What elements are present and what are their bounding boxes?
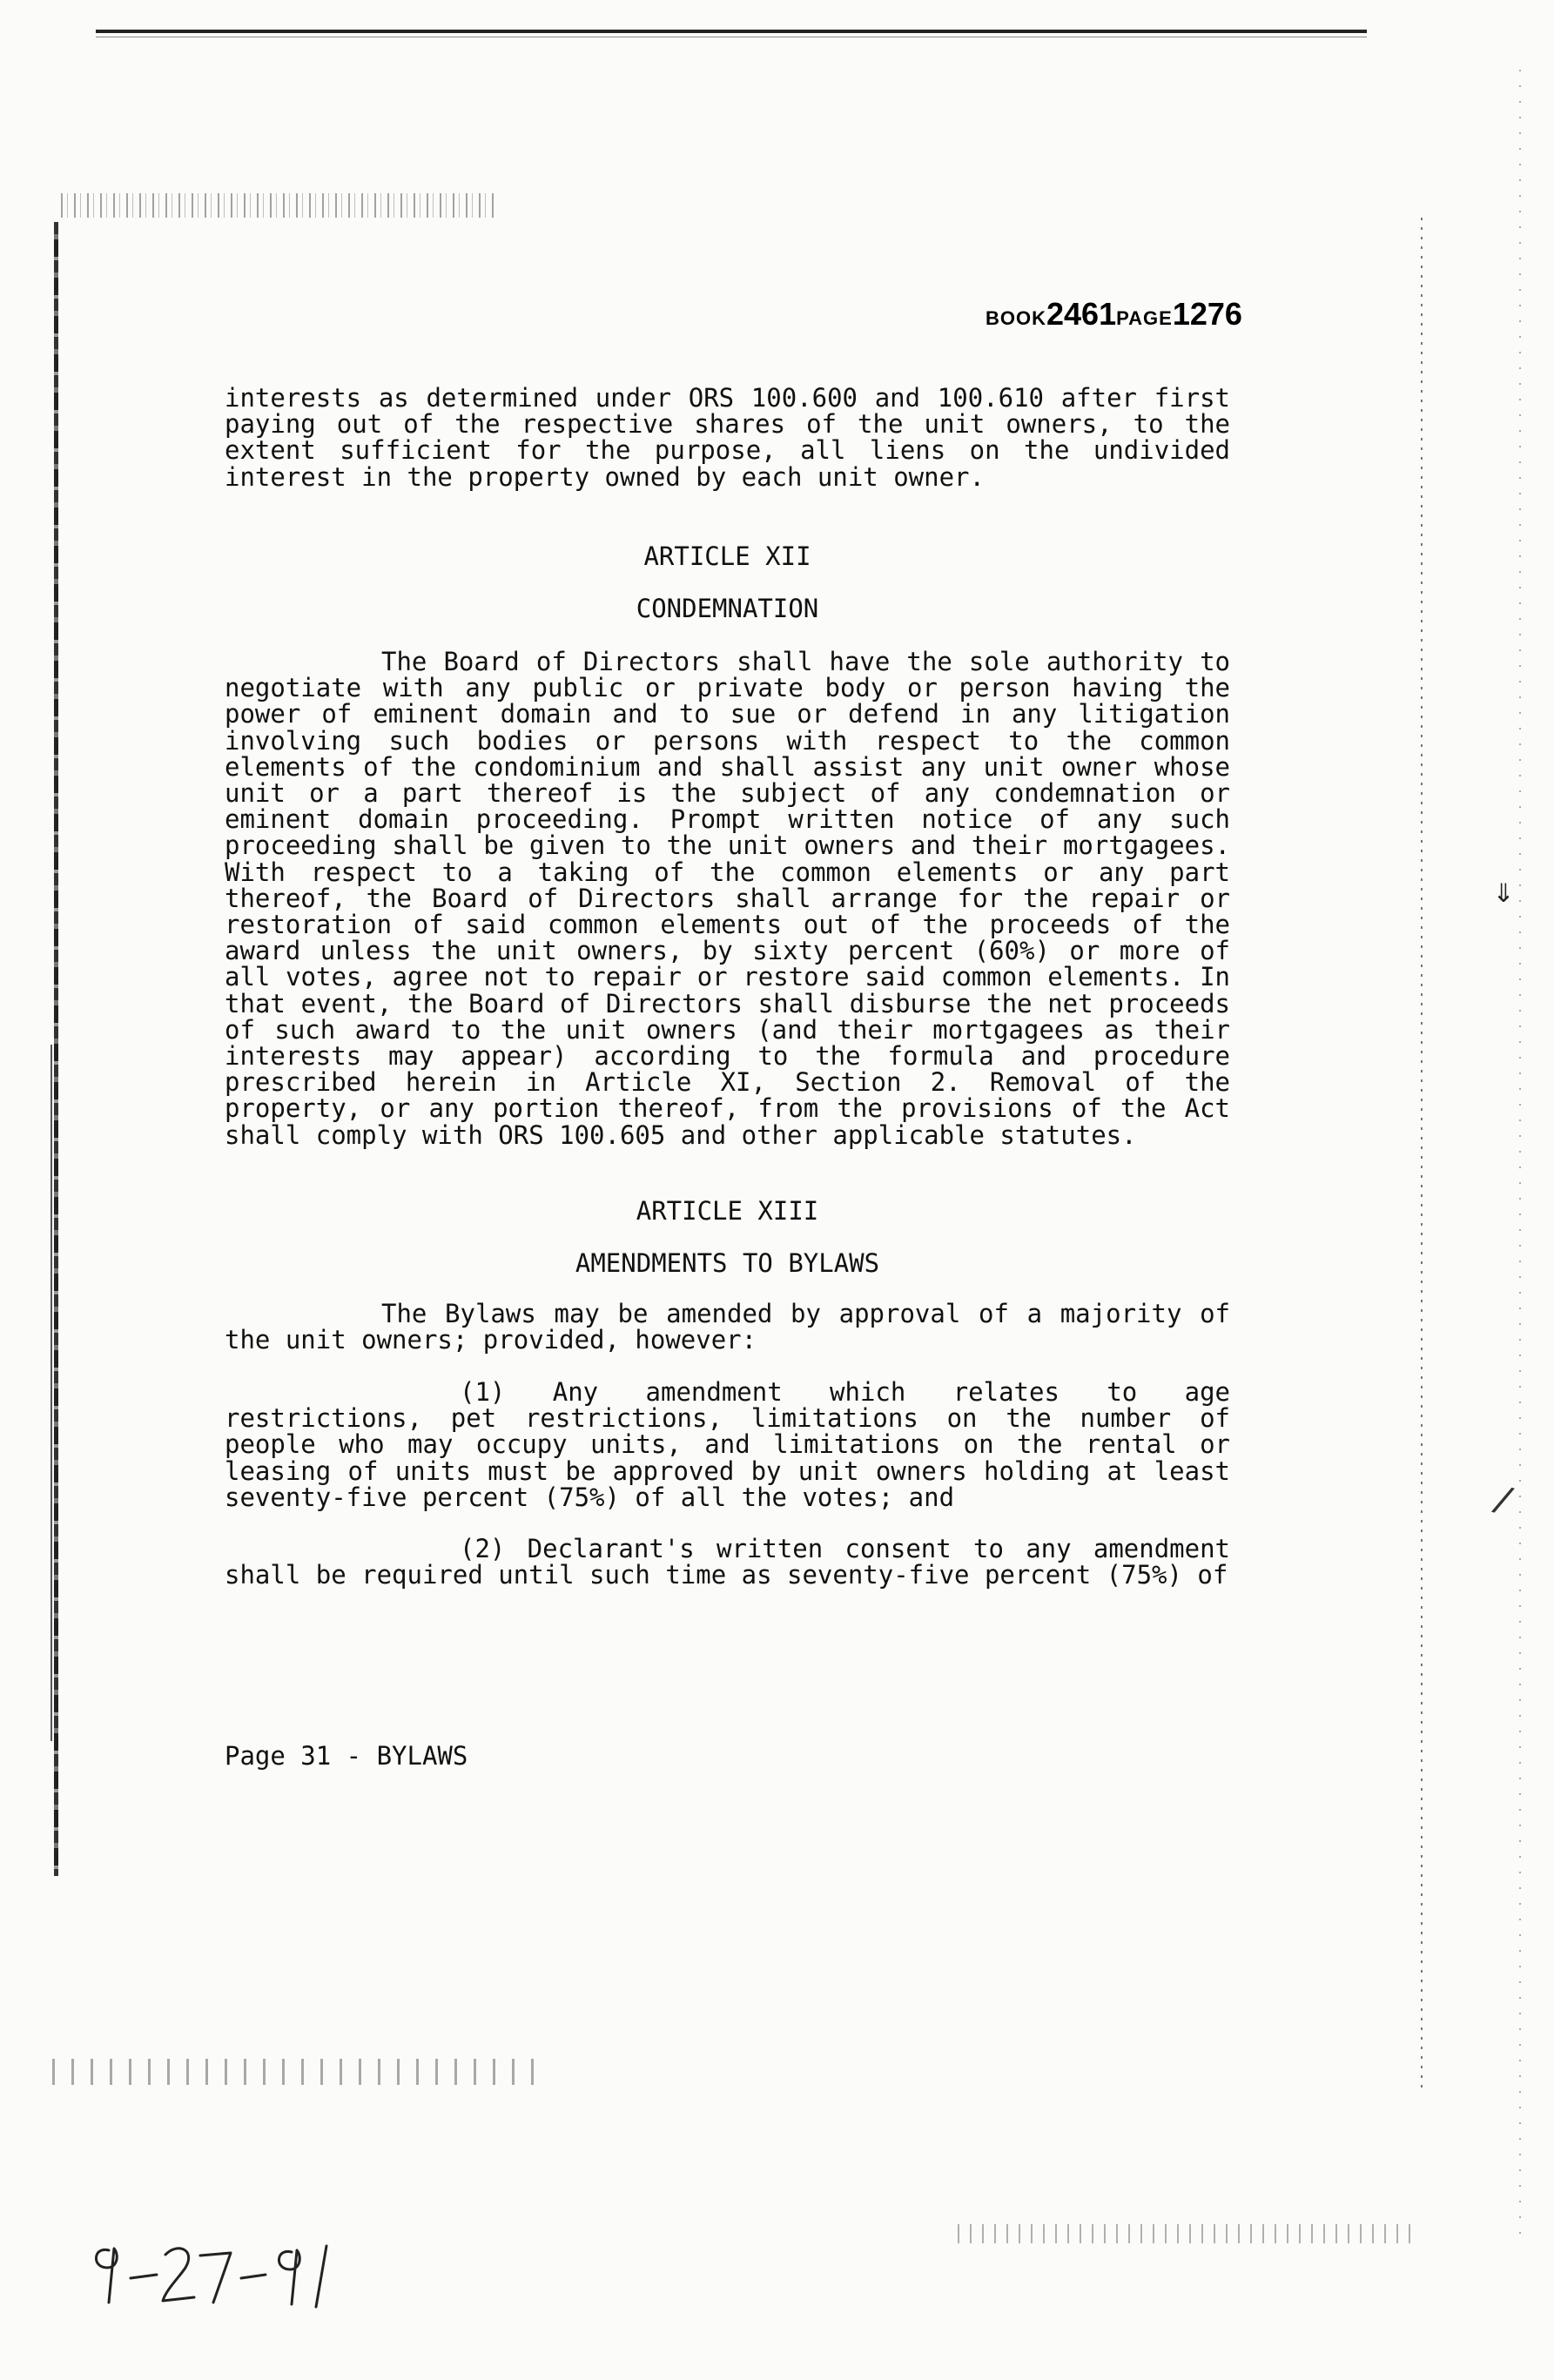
page-footer: Page 31 - BYLAWS	[225, 1741, 468, 1771]
article-12-heading: ARTICLE XII	[643, 541, 811, 571]
book-label: BOOK	[986, 307, 1046, 329]
scan-margin-mark: ⇓	[1493, 871, 1515, 911]
scan-binding-edge	[54, 222, 58, 1876]
article-13-title: AMENDMENTS TO BYLAWS	[575, 1248, 880, 1278]
scan-binding-edge-inner	[50, 1045, 52, 1741]
article-12-title: CONDEMNATION	[636, 594, 819, 623]
amendment-item-1: (1) Any amendment which relates to age restrictions, pet restrictions, limitations on the number of people who may occupy units, and limitations on the rental or leasing of units must be approved by unit owners holding at least seventy-five percent (75%) of all the votes; and	[225, 1377, 1230, 1512]
amendment-item-2: (2) Declarant's written consent to any amendment shall be required until such time as seventy-five percent (75%) of	[225, 1534, 1230, 1590]
scan-noise-top	[61, 193, 496, 218]
article-13-heading: ARTICLE XIII	[636, 1196, 819, 1226]
scan-top-rule	[96, 30, 1367, 33]
scan-far-right-edge	[1519, 70, 1521, 2246]
handwritten-date	[83, 2224, 370, 2320]
article-12-body: The Board of Directors shall have the sole authority to negotiate with any public or private body or person having the power of eminent domain and to sue or defend in any litigation involving such bodies or persons with respect to the common elements of the condominium and shall assist any unit owner whose unit or a part thereof is the subject of any condemnation or eminent domain proceeding. Prompt written notice of any such proceeding shall be given to the unit owners and their mortgagees. With respect to a taking of the common elements or any part thereof, the Board of Directors shall arrange for the repair or restoration of said common elements out of the proceeds of the award unless the unit owners, by sixty percent (60%) or more of all votes, agree not to repair or restore said common elements. In that event, the Board of Directors shall disburse the net proceeds of such award to the unit owners (and their mortgagees as their interests may appear) according to the formula and procedure prescribed herein in Article XI, Section 2. Removal of the property, or any portion thereof, from the provisions of the Act shall comply with ORS 100.605 and other applicable statutes.	[225, 647, 1230, 1150]
recording-stamp	[986, 296, 1242, 333]
scan-margin-slash: /	[1488, 1477, 1519, 1523]
page-label: PAGE	[1116, 307, 1173, 329]
continuation-paragraph: interests as determined under ORS 100.600 and 100.610 after first paying out of the respective shares of the unit owners, to the extent sufficient for the purpose, all liens on the undivided interest in the property owned by each unit owner.	[225, 383, 1230, 492]
scan-noise-bottom-right	[958, 2224, 1410, 2243]
scan-right-dotted-edge	[1421, 218, 1423, 2089]
page-number: 1276	[1172, 296, 1242, 332]
article-13-intro: The Bylaws may be amended by approval of a majority of the unit owners; provided, however:	[225, 1299, 1230, 1355]
book-number: 2461	[1046, 296, 1117, 332]
scan-noise-bottom-left	[52, 2059, 540, 2085]
